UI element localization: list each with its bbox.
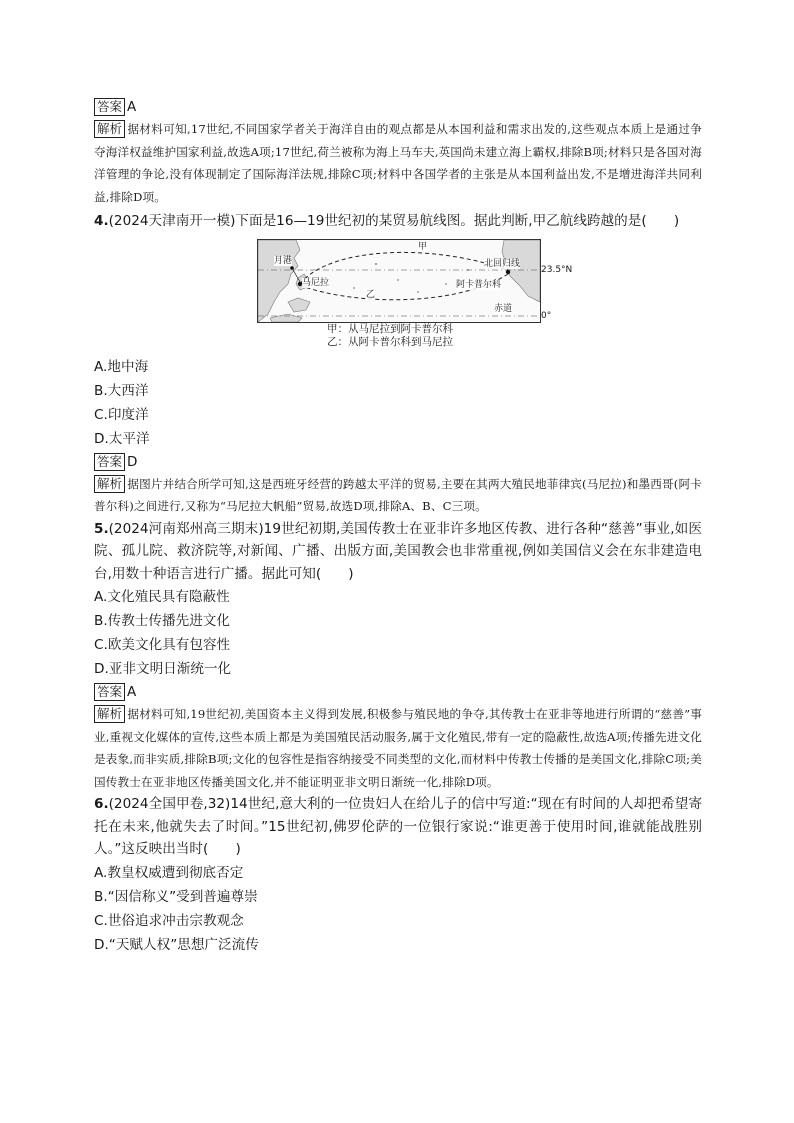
label-lat: 23.5°N <box>541 264 573 275</box>
q4-answer: D <box>127 453 138 470</box>
label-jia: 甲 <box>418 241 428 252</box>
q5-stem <box>94 518 702 586</box>
label-tropic: 北回归线 <box>484 258 521 269</box>
q3-answer: A <box>127 99 137 115</box>
q5-option-d: D.亚非文明日渐统一化 <box>94 661 232 677</box>
q5-answer-line <box>94 681 702 703</box>
q4-analysis-text: 据图片并结合所学可知,这是西班牙经营的跨越太平洋的贸易,主要在其两大殖民地菲律宾(马尼拉)和墨西哥(阿卡普尔科)之间进行,又称为“马尼拉大帆船”贸易,故选D项,排除A、B、C三项。 <box>94 476 702 513</box>
q4-option-d: D.太平洋 <box>94 430 150 447</box>
q4-option-a: A.地中海 <box>94 358 149 375</box>
q4-option-c: C.印度洋 <box>94 406 149 423</box>
label-zero: 0° <box>541 310 552 321</box>
q5-number: 5. <box>94 520 109 537</box>
answer-tag: 答案 <box>94 453 125 471</box>
trade-route-figure <box>94 239 702 351</box>
answer-tag: 答案 <box>94 98 125 116</box>
q5-option-c: C.欧美文化具有包容性 <box>94 637 231 653</box>
q5-analysis-text: 据材料可知,19世纪初,美国资本主义得到发展,积极参与殖民地的争夺,其传教士在亚非等地进行所谓的“慈善”事业,重视文化媒体的宣传,这些本质上都是为美国殖民活动服务,属于文化殖民,带有一定的隐蔽性,故选A项;传播先进文化是表象,而非实质,排除B项;文化的包容性是指容纳接受不同类型的文化,而材料中传教士传播的是美国文化,排除C项;美国传教士在亚非地区传播美国文化,并不能证明亚非文明日渐统一化,排除D项。 <box>94 707 702 789</box>
label-yuegang: 月港 <box>274 255 293 266</box>
q4-option-b: B.大西洋 <box>94 382 149 399</box>
caption-jia: 甲：从马尼拉到阿卡普尔科 <box>327 322 453 335</box>
q4-number: 4. <box>94 213 109 229</box>
q3-analysis <box>94 118 702 208</box>
analysis-tag: 解析 <box>94 705 125 723</box>
label-equator: 赤道 <box>494 303 513 314</box>
label-yi: 乙 <box>366 289 376 300</box>
q4-analysis <box>94 473 702 518</box>
q5-analysis <box>94 703 702 793</box>
q6-option-b: B.“因信称义”受到普遍尊崇 <box>94 888 258 905</box>
analysis-tag: 解析 <box>94 475 125 493</box>
q5-option-a: A.文化殖民具有隐蔽性 <box>94 589 230 605</box>
q4-answer-line <box>94 451 702 473</box>
q3-analysis-text: 据材料可知,17世纪,不同国家学者关于海洋自由的观点都是从本国利益和需求出发的,这些观点本质上是通过争夺海洋权益维护国家利益,故选A项;17世纪,荷兰被称为海上马车夫,英国尚未建立海上霸权,排除B项;材料只是各国对海洋管理的争论,没有体现制定了国际海洋法规,排除C项;材料中各国学者的主张是从本国利益出发,不是增进海洋共同利益,排除D项。 <box>94 122 702 204</box>
q4-stem-text: (2024天津南开一模)下面是16—19世纪初的某贸易航线图。据此判断,甲乙航线跨越的是( ) <box>108 213 680 229</box>
trade-route-map <box>257 239 541 323</box>
q6-option-a: A.教皇权威遭到彻底否定 <box>94 864 244 881</box>
page-content <box>94 96 702 957</box>
q5-stem-text: (2024河南郑州高三期末)19世纪初期,美国传教士在亚非许多地区传教、进行各种“慈善”事业,如医院、孤儿院、救济院等,对新闻、广播、出版方面,美国教会也非常重视,例如美国信义会在东非建造电台,用数十种语言进行广播。据此可知( ) <box>94 520 702 582</box>
q6-stem-text: (2024全国甲卷,32)14世纪,意大利的一位贵妇人在给儿子的信中写道:“现在有时间的人却把希望寄托在未来,他就失去了时间。”15世纪初,佛罗伦萨的一位银行家说:“谁更善于使用时间,谁就能战胜别人。”这反映出当时( ) <box>94 796 702 857</box>
label-acapulco: 阿卡普尔科 <box>456 279 502 290</box>
analysis-tag: 解析 <box>94 120 125 138</box>
q6-number: 6. <box>94 796 109 812</box>
q6-stem <box>94 793 702 861</box>
q6-option-c: C.世俗追求冲击宗教观念 <box>94 912 244 929</box>
answer-tag: 答案 <box>94 683 125 701</box>
q3-answer-line <box>94 96 702 118</box>
q5-answer: A <box>127 684 137 700</box>
label-manila: 马尼拉 <box>302 277 330 288</box>
caption-yi: 乙：从阿卡普尔科到马尼拉 <box>327 335 453 348</box>
q6-option-d: D.“天赋人权”思想广泛流传 <box>94 936 259 953</box>
q5-option-b: B.传教士传播先进文化 <box>94 613 230 629</box>
q4-stem <box>94 210 702 233</box>
